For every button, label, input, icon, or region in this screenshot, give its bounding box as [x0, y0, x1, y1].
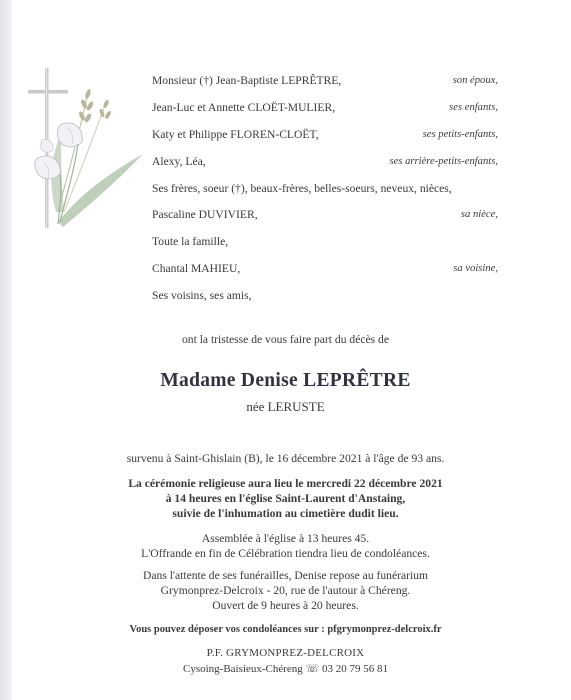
- funeral-home-name: P.F. GRYMONPREZ-DELCROIX: [206, 647, 365, 659]
- death-notice: survenu à Saint-Ghislain (B), le 16 décembre 2021 à l'âge de 93 ans.: [126, 452, 445, 465]
- deceased-name: Madame Denise LEPRÊTRE: [160, 370, 411, 391]
- condolences-note: Vous pouvez déposer vos condoléances sur : pfgrymonprez-delcroix.fr: [129, 624, 442, 635]
- gathering-line: L'Offrande en fin de Célébration tiendra lieu de condoléances.: [141, 546, 430, 560]
- announcement-intro: ont la tristesse de vous faire part du décès de: [181, 333, 389, 346]
- family-row: [152, 261, 498, 288]
- family-member-name: Katy et Philippe FLOREN-CLOËT,: [152, 127, 319, 141]
- family-member-name: Toute la famille,: [152, 235, 229, 249]
- family-relation: sa nièce,: [460, 209, 498, 221]
- family-relation: sa voisine,: [453, 263, 498, 275]
- ceremony-line: La cérémonie religieuse aura lieu le mercredi 22 décembre 2021: [128, 477, 443, 490]
- ceremony-line: à 14 heures en l'église Saint-Laurent d'Anstaing,: [165, 491, 406, 505]
- family-relation: ses petits-enfants,: [422, 128, 498, 140]
- family-row: [152, 207, 498, 234]
- repose-line: Grymonprez-Delcroix - 20, rue de l'autour à Chéreng.: [160, 583, 411, 597]
- repose-line: Ouvert de 9 heures à 20 heures.: [212, 598, 359, 612]
- family-row: [152, 73, 498, 100]
- funeral-home-phone: 03 20 79 56 81: [322, 663, 389, 675]
- family-member-name: Ses voisins, ses amis,: [152, 289, 252, 303]
- wheat-icon: [58, 89, 112, 212]
- telephone-icon: ☏: [305, 663, 320, 675]
- funeral-home-contact: [0, 662, 571, 675]
- gathering-details: [0, 532, 571, 562]
- family-row: [152, 181, 498, 208]
- ceremony-line: suivie de l'inhumation au cimetière dudit lieu.: [172, 506, 399, 520]
- repose-line: Dans l'attente de ses funérailles, Denise repose au funérarium: [142, 569, 429, 582]
- family-member-name: Chantal MAHIEU,: [152, 262, 241, 276]
- family-row: [152, 100, 498, 127]
- family-row: [152, 127, 498, 154]
- family-list: [152, 73, 498, 315]
- gathering-line: Assemblée à l'église à 13 heures 45.: [201, 532, 370, 545]
- maiden-name: née LERUSTE: [246, 399, 325, 414]
- funeral-home-locations: Cysoing-Baisieux-Chéreng: [182, 663, 303, 675]
- family-row: [152, 154, 498, 181]
- leaf-icon: [51, 132, 143, 227]
- family-relation: son époux,: [452, 75, 498, 86]
- family-row: [152, 288, 498, 315]
- cross-and-lily-illustration: [18, 62, 148, 252]
- family-member-name: Monsieur (†) Jean-Baptiste LEPRÊTRE,: [152, 74, 342, 87]
- ceremony-details: [0, 477, 571, 521]
- repose-details: [0, 569, 571, 613]
- family-member-name: Pascaline DUVIVIER,: [152, 208, 258, 222]
- family-member-name: Jean-Luc et Annette CLOËT-MULIER,: [152, 100, 336, 114]
- family-relation: ses enfants,: [449, 101, 498, 113]
- family-member-name: Alexy, Léa,: [152, 154, 206, 168]
- family-row: [152, 234, 498, 261]
- family-relation: ses arrière-petits-enfants,: [389, 155, 498, 167]
- family-member-name: Ses frères, soeur (†), beaux-frères, belles-soeurs, neveux, nièces,: [152, 181, 452, 195]
